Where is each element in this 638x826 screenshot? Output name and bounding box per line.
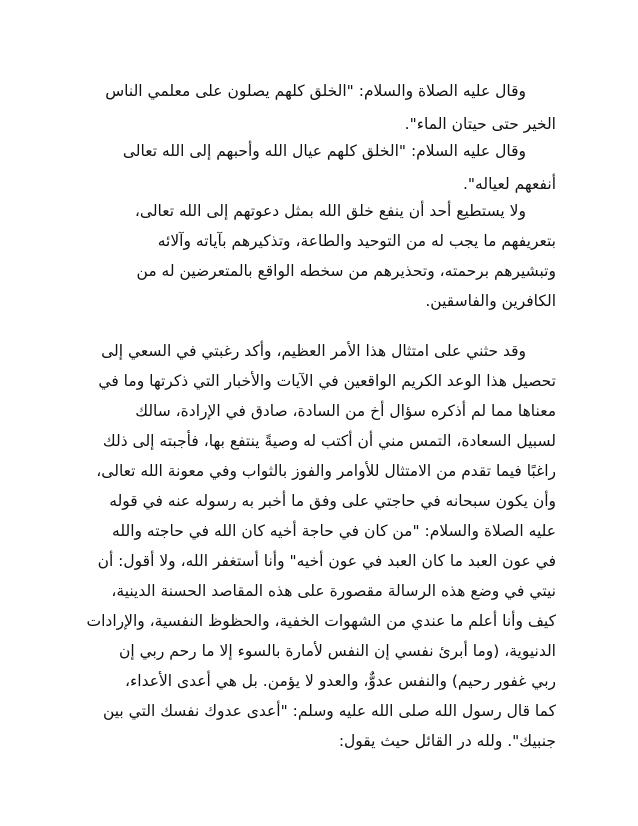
text-line: الكافرين والفاسقين. [425, 292, 556, 310]
text-line: الدنيوية، (وما أبرئ نفسي إن النفس لأمارة بالسوء إلا ما رحم ربي إن [119, 642, 556, 660]
text-line: تحصيل هذا الوعد الكريم الواقعين في الآيات والأخبار التي ذكرتها وما في [98, 372, 556, 390]
text-line: راغبًا فيما تقدم من الامتثال للأوامر والفوز بالثواب وفي معونة الله تعالى، [96, 462, 556, 480]
text-line: وأن يكون سبحانه في حاجتي على وفق ما أخبر به رسوله عنه في قوله [109, 492, 556, 510]
text-line: معناها مما لم أذكره سؤال أخ من السادة، صادق في الإرادة، سالك [135, 402, 556, 420]
text-line: جنبيك". ولله در القائل حيث يقول: [338, 732, 556, 750]
text-line: الخير حتى حيتان الماء". [404, 115, 556, 133]
text-line: في عون العبد ما كان العبد في عون أخيه" وأنا أستغفر الله، ولا أقول: أن [97, 552, 556, 570]
text-line: أنفعهم لعياله". [462, 175, 556, 193]
text-line: وقال عليه الصلاة والسلام: "الخلق كلهم يصلون على معلمي الناس [105, 82, 526, 100]
text-line: وتبشيرهم برحمته، وتحذيرهم من سخطه الواقع بالمتعرضين له من [136, 262, 556, 280]
text-line: كيف وأنا أعلم ما عندي من الشهوات الخفية، والحظوظ النفسية، والإرادات [86, 612, 556, 630]
text-line: ولا يستطيع أحد أن ينفع خلق الله بمثل دعوتهم إلى الله تعالى، [134, 202, 526, 220]
text-line: عليه الصلاة والسلام: "من كان في حاجة أخيه كان الله في حاجته والله [112, 522, 556, 540]
text-line: كما قال رسول الله صلى الله عليه وسلم: "أعدى عدوك نفسك التي بين [102, 702, 556, 720]
text-line: وقد حثني على امتثال هذا الأمر العظيم، وأكد رغبتي في السعي إلى [101, 342, 526, 360]
text-line: ربي غفور رحيم) والنفس عدوٌّ، والعدو لا يؤمن. بل هي أعدى الأعداء، [124, 672, 556, 690]
text-line: بتعريفهم ما يجب له من التوحيد والطاعة، وتذكيرهم بآياته وآلائه [157, 232, 556, 250]
text-line: لسبيل السعادة، التمس مني أن أكتب له وصيةً ينتفع بها، فأجبته إلى ذلك [102, 432, 556, 450]
text-line: نيتي في وضع هذه الرسالة مقصورة على هذه المقاصد الحسنة الدينية، [111, 582, 556, 600]
text-line: وقال عليه السلام: "الخلق كلهم عيال الله وأحبهم إلى الله تعالى [122, 142, 526, 160]
